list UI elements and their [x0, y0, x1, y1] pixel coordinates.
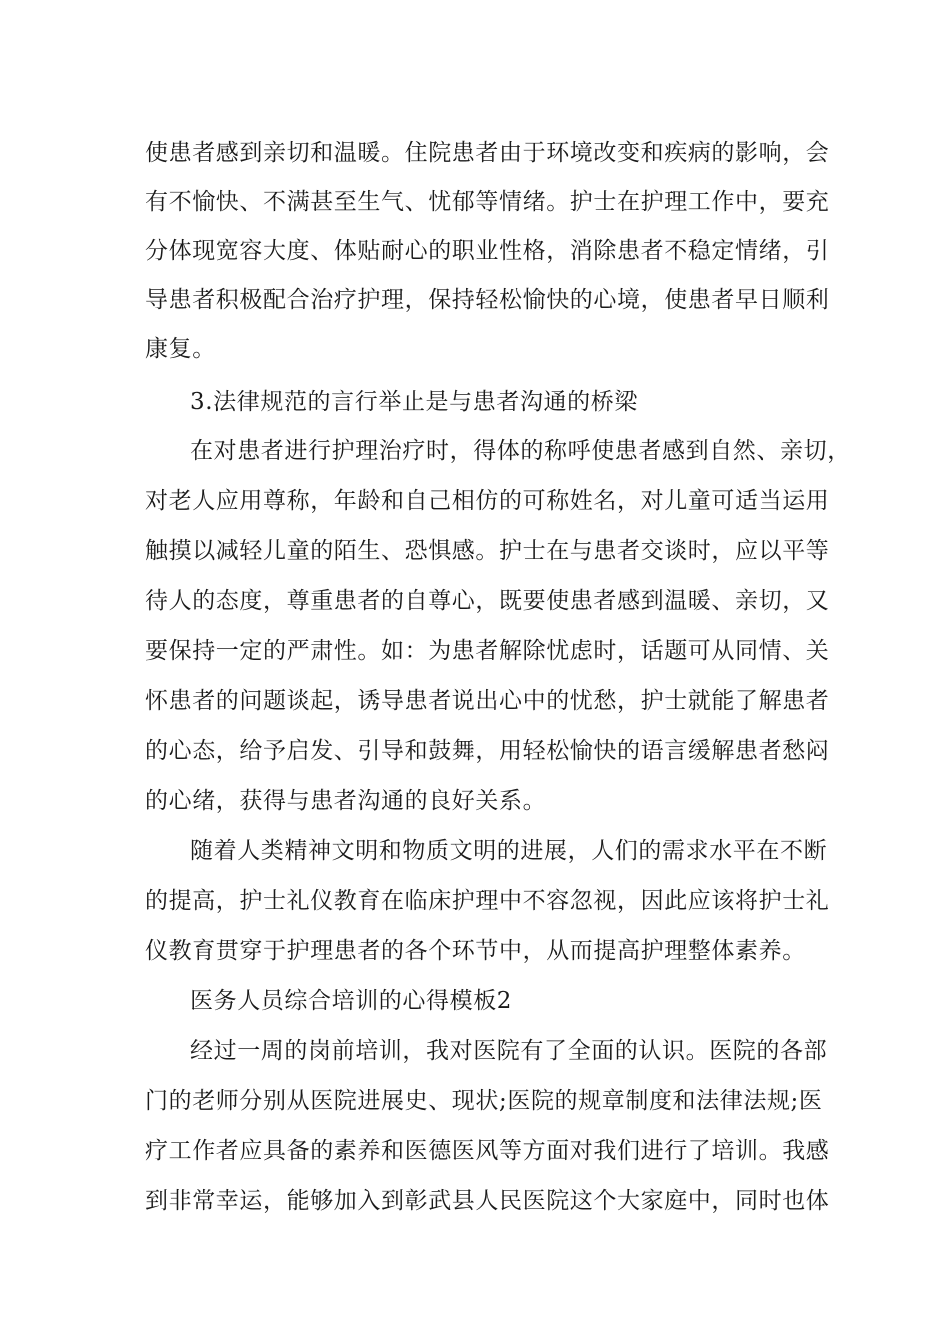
- text-line: 经过一周的岗前培训，我对医院有了全面的认识。医院的各部: [190, 1038, 828, 1064]
- text-line: 仪教育贯穿于护理患者的各个环节中，从而提高护理整体素养。: [145, 938, 806, 964]
- text-line: 门的老师分别从医院进展史、现状;医院的规章制度和法律法规;医: [145, 1088, 823, 1114]
- text-line: 对老人应用尊称，年龄和自己相仿的可称姓名，对儿童可适当运用: [145, 488, 830, 514]
- text-line: 有不愉快、不满甚至生气、忧郁等情绪。护士在护理工作中，要充: [145, 189, 830, 215]
- text-line: 导患者积极配合治疗护理，保持轻松愉快的心境，使患者早日顺利: [145, 287, 830, 313]
- text-line: 怀患者的问题谈起，诱导患者说出心中的忧愁，护士就能了解患者: [145, 688, 830, 714]
- text-line: 疗工作者应具备的素养和医德医风等方面对我们进行了培训。我感: [145, 1138, 830, 1164]
- text-line: 到非常幸运，能够加入到彰武县人民医院这个大家庭中，同时也体: [145, 1188, 830, 1214]
- text-line: 使患者感到亲切和温暖。住院患者由于环境改变和疾病的影响，会: [145, 140, 830, 166]
- text-line: 的心态，给予启发、引导和鼓舞，用轻松愉快的语言缓解患者愁闷: [145, 738, 830, 764]
- text-line: 要保持一定的严肃性。如：为患者解除忧虑时，话题可从同情、关: [145, 638, 830, 664]
- section-heading: 医务人员综合培训的心得模板2: [190, 988, 513, 1014]
- text-line: 触摸以减轻儿童的陌生、恐惧感。护士在与患者交谈时，应以平等: [145, 538, 830, 564]
- section-heading: 3.法律规范的言行举止是与患者沟通的桥梁: [190, 389, 638, 415]
- text-line: 康复。: [145, 336, 216, 362]
- text-line: 在对患者进行护理治疗时，得体的称呼使患者感到自然、亲切，: [190, 438, 851, 464]
- text-line: 分体现宽容大度、体贴耐心的职业性格，消除患者不稳定情绪，引: [145, 238, 830, 264]
- text-line: 的心绪，获得与患者沟通的良好关系。: [145, 788, 547, 814]
- text-line: 的提高，护士礼仪教育在临床护理中不容忽视，因此应该将护士礼: [145, 888, 830, 914]
- text-line: 待人的态度，尊重患者的自尊心，既要使患者感到温暖、亲切，又: [145, 588, 830, 614]
- text-line: 随着人类精神文明和物质文明的进展，人们的需求水平在不断: [190, 838, 828, 864]
